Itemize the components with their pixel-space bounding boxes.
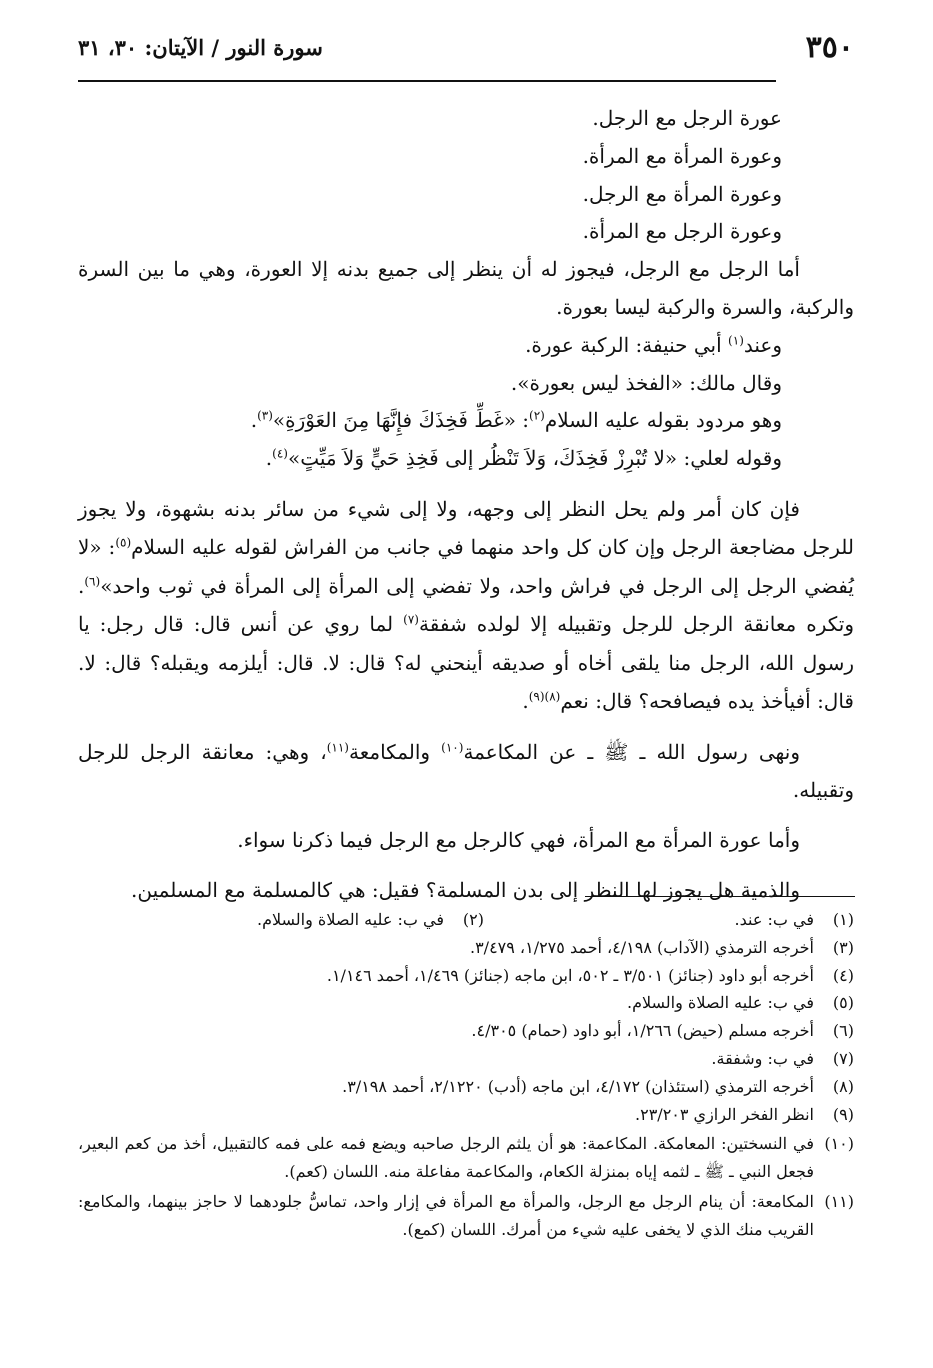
footnote-ref: (٢) bbox=[529, 408, 545, 423]
text-line: وعورة المرأة مع الرجل. bbox=[582, 181, 782, 206]
running-title: سورة النور / الآيتان: ٣٠، ٣١ bbox=[78, 35, 323, 60]
text-span: . وتكره معانقة الرجل للرجل وتقبيله إلا لولده شفقة bbox=[78, 573, 854, 637]
footnote-number: (١١) bbox=[824, 1191, 854, 1211]
footnote-number: (٩) bbox=[832, 1104, 854, 1124]
footnote-ref: (١٠) bbox=[441, 740, 464, 755]
text-span: فإن كان أمر ولم يحل النظر إلى وجهه، ولا إلى شيء من سائر بدنه بشهوة، ولا يجوز للرجل مضاجعة الرجل وإن كان كل واحد منهما في جانب من الفراش لقوله عليه السلام bbox=[78, 496, 855, 560]
main-text bbox=[78, 100, 854, 910]
text-span: أبي حنيفة: الركبة عورة. bbox=[525, 332, 729, 357]
footnote-text: انظر الفخر الرازي ٢٣/٢٠٣. bbox=[635, 1104, 814, 1124]
footnote-ref: (٤) bbox=[272, 446, 288, 461]
footnote-row bbox=[78, 906, 854, 934]
footnote-number: (٤) bbox=[832, 965, 854, 985]
footnote-text: أخرجه مسلم (حيض) ١/٢٦٦، أبو داود (حمام) ٤/٣٠٥. bbox=[471, 1021, 814, 1041]
text-line: وعورة الرجل مع المرأة. bbox=[582, 219, 782, 244]
footnotes bbox=[78, 906, 854, 1244]
footnote-text: في ب: عليه الصلاة والسلام. bbox=[256, 910, 444, 929]
footnote bbox=[78, 1045, 854, 1073]
text-span: لما روي عن أنس قال: قال رجل: يا رسول الله، الرجل منا يلقى أخاه أو صديقه أينحني له؟ قال: لا. قال: أيلزمه ويقبله؟ قال: لا. قال: أفيأخذ يده فيصافحه؟ قال: نعم bbox=[78, 612, 854, 714]
paragraph bbox=[78, 822, 854, 860]
text-span: . bbox=[265, 446, 273, 471]
text-span: وعند bbox=[743, 332, 782, 357]
footnote-number: (٢) bbox=[462, 910, 484, 929]
footnote-separator bbox=[585, 896, 855, 897]
text-span: . bbox=[522, 689, 529, 714]
footnote-ref: (٣) bbox=[257, 408, 273, 423]
text-span: ونهى رسول الله ـ ﷺ ـ عن المكاعمة bbox=[463, 739, 801, 764]
footnote-text: في ب: وشفقة. bbox=[711, 1048, 814, 1068]
paragraph-text: أما الرجل مع الرجل، فيجوز له أن ينظر إلى جميع بدنه إلا العورة، وهي ما بين السرة والركبة، والسرة والركبة ليسا بعورة. bbox=[78, 257, 854, 319]
text-span: ، وهي: معانقة الرجل للرجل وتقبيله. bbox=[78, 739, 854, 803]
text-span: وهو مردود بقوله عليه السلام bbox=[544, 408, 782, 433]
footnote-ref: (١) bbox=[728, 333, 744, 348]
footnote-text: في النسختين: المعامكة. المكاعمة: هو أن يلثم الرجل صاحبه ويضع فمه على فمه كالتقبيل، أخذ من كعم البعير، فجعل النبي ـ ﷺ ـ لثمه إياه بمنزلة الكعام، والمكاعمة مفاعلة منه. اللسان (كعم). bbox=[78, 1134, 814, 1182]
footnote bbox=[78, 1073, 854, 1101]
text-span: وقوله لعلي: «لا تُبْرِزْ فَخِذَكَ، وَلاَ تَنْظُر إلى فَخِذِ حَيٍّ وَلاَ مَيِّتٍ» bbox=[287, 446, 782, 471]
footnote-text: في ب: عليه الصلاة والسلام. bbox=[626, 993, 814, 1013]
footnote-number: (٧) bbox=[832, 1048, 854, 1068]
footnote-ref: (٥) bbox=[115, 535, 132, 550]
paragraph bbox=[78, 402, 854, 440]
footnote bbox=[114, 906, 484, 934]
text-span: والذمية هل يجوز لها النظر إلى بدن المسلمة؟ فقيل: هي كالمسلمة مع المسلمين. bbox=[131, 877, 800, 902]
text-span: والمكامعة bbox=[348, 739, 442, 764]
footnote-ref: (٨)(٩) bbox=[528, 689, 561, 704]
footnote-text: أخرجه أبو داود (جنائز) ٣/٥٠١ ـ ٥٠٢، ابن ماجه (جنائز) ١/٤٦٩، أحمد ١/١٤٦. bbox=[326, 965, 814, 985]
footnote-ref: (٦) bbox=[84, 574, 101, 589]
text-span: وأما عورة المرأة مع المرأة، فهي كالرجل مع الرجل فيما ذكرنا سواء. bbox=[237, 827, 800, 852]
text-span: . bbox=[250, 408, 258, 433]
footnote-number: (١) bbox=[832, 910, 854, 929]
text-line: وعورة المرأة مع المرأة. bbox=[582, 143, 782, 168]
paragraph bbox=[78, 490, 854, 721]
paragraph bbox=[78, 327, 854, 365]
footnote-text: أخرجه الترمذي (الآداب) ٤/١٩٨، أحمد ١/٢٧٥، ٣/٤٧٩. bbox=[469, 937, 814, 957]
footnote bbox=[78, 1188, 854, 1244]
footnote-ref: (١١) bbox=[326, 740, 349, 755]
footnote-number: (٨) bbox=[832, 1076, 854, 1096]
footnote bbox=[484, 906, 854, 934]
footnote-number: (٦) bbox=[832, 1021, 854, 1041]
footnote bbox=[78, 1017, 854, 1045]
paragraph bbox=[78, 251, 854, 327]
footnote-ref: (٧) bbox=[403, 612, 419, 627]
header-rule bbox=[78, 80, 776, 82]
footnote bbox=[78, 934, 854, 962]
footnote-text: أخرجه الترمذي (استئذان) ٤/١٧٢، ابن ماجه (أدب) ٢/١٢٢٠، أحمد ٣/١٩٨. bbox=[342, 1076, 814, 1096]
footnote-text: المكامعة: أن ينام الرجل مع الرجل، والمرأة مع المرأة في إزار واحد، تماسُّ جلودهما لا حاجز بينهما، والمكامع: القريب منك الذي لا يخفى عليه شيء من أمرك. اللسان (كمع). bbox=[78, 1191, 814, 1239]
paragraph: وقال مالك: «الفخذ ليس بعورة». bbox=[510, 370, 782, 395]
paragraph bbox=[78, 733, 854, 810]
text-span: : «غَطِّ فَخِذَكَ فإِنَّهَا مِنَ العَوْرَةِ» bbox=[272, 408, 530, 433]
text-line: عورة الرجل مع الرجل. bbox=[592, 106, 782, 130]
page-number: ٣٥٠ bbox=[805, 30, 854, 65]
footnote bbox=[78, 989, 854, 1017]
footnote-number: (٥) bbox=[832, 993, 854, 1013]
footnote-text: في ب: عند. bbox=[734, 910, 814, 929]
text-span: : «لا يُفضي الرجل إلى الرجل في فراش واحد، ولا تفضي إلى المرأة إلى المرأة في ثوب واحد» bbox=[78, 535, 854, 598]
page-header bbox=[78, 30, 854, 66]
footnote-number: (٣) bbox=[832, 937, 854, 957]
paragraph bbox=[78, 872, 854, 910]
footnote bbox=[78, 962, 854, 990]
footnote bbox=[78, 1130, 854, 1186]
footnote-number: (١٠) bbox=[824, 1134, 854, 1154]
footnote bbox=[78, 1101, 854, 1129]
paragraph bbox=[78, 440, 854, 478]
